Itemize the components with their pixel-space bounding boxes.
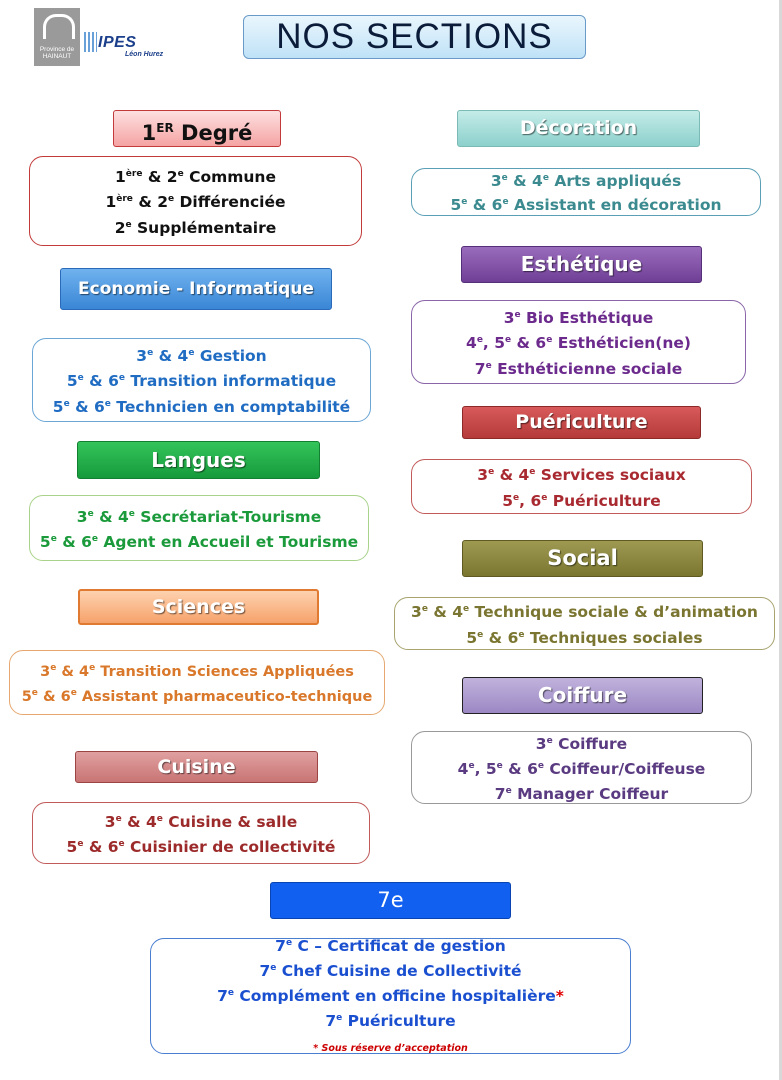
septieme-line-3: 7e Complément en officine hospitalière* [217, 987, 564, 1006]
box-esthetique [411, 300, 746, 384]
degre1-line-1: 1ère & 2e Commune [115, 168, 276, 187]
box-degre1 [29, 156, 362, 246]
septieme-line-1: 7e C – Certificat de gestion [275, 936, 506, 955]
esthetique-line-2: 4e, 5e & 6e Esthéticien(ne) [466, 334, 691, 353]
label-eco: Economie - Informatique [60, 268, 332, 310]
page-title: NOS SECTIONS [243, 15, 586, 59]
degre1-line-3: 2e Supplémentaire [114, 218, 277, 237]
label-septieme: 7e [270, 882, 511, 919]
label-cuisine: Cuisine [75, 751, 318, 783]
coiffure-line-3: 7e Manager Coiffeur [494, 785, 669, 804]
decoration-line-2: 5e & 6e Assistant en décoration [450, 196, 722, 215]
septieme-line-2: 7e Chef Cuisine de Collectivité [259, 962, 522, 980]
label-coiffure: Coiffure [462, 677, 703, 714]
degre1-line-2: 1ère & 2e Différenciée [105, 193, 286, 212]
puericulture-line-2: 5e, 6e Puériculture [502, 491, 661, 510]
box-coiffure [411, 731, 752, 804]
box-cuisine [32, 802, 370, 864]
logo-subtitle: Léon Hurez [125, 51, 164, 58]
label-sciences: Sciences [78, 589, 319, 625]
puericulture-line-1: 3e & 4e Services sociaux [477, 466, 686, 485]
asterisk-mark: * [555, 987, 564, 1006]
esthetique-line-1: 3e Bio Esthétique [503, 309, 654, 328]
box-septieme [150, 938, 631, 1054]
label-degre1: 1ER Degré [113, 110, 281, 147]
box-decoration [411, 168, 761, 216]
box-social [394, 597, 775, 650]
reserve-note: * Sous réserve d’acceptation [313, 1043, 468, 1055]
box-puericulture [411, 459, 752, 514]
eco-line-3: 5e & 6e Technicien en comptabilité [52, 397, 351, 416]
box-langues [29, 495, 369, 561]
province-emblem-icon: Province de HAINAUT [34, 8, 80, 66]
school-logo [34, 8, 174, 66]
langues-line-1: 3e & 4e Secrétariat-Tourisme [76, 508, 322, 526]
cuisine-line-1: 3e & 4e Cuisine & salle [104, 813, 298, 831]
label-esthetique: Esthétique [461, 246, 702, 283]
septieme-line-4: 7e Puériculture [325, 1012, 456, 1031]
esthetique-line-3: 7e Esthéticienne sociale [474, 359, 683, 378]
box-eco [32, 338, 371, 422]
logo-brand: IPES [98, 34, 137, 51]
box-sciences [9, 650, 385, 715]
label-social: Social [462, 540, 703, 577]
social-line-1: 3e & 4e Technique sociale & d’animation [411, 603, 758, 622]
sciences-line-2: 5e & 6e Assistant pharmaceutico-technique [21, 687, 373, 705]
label-puericulture: Puériculture [462, 406, 701, 439]
decoration-line-1: 3e & 4e Arts appliqués [490, 172, 682, 190]
social-line-2: 5e & 6e Techniques sociales [466, 628, 703, 647]
coiffure-line-1: 3e Coiffure [535, 734, 628, 753]
eco-line-2: 5e & 6e Transition informatique [66, 372, 337, 391]
langues-line-2: 5e & 6e Agent en Accueil et Tourisme [39, 533, 359, 552]
eco-line-1: 3e & 4e Gestion [136, 347, 267, 366]
cuisine-line-2: 5e & 6e Cuisinier de collectivité [66, 838, 336, 857]
sciences-line-1: 3e & 4e Transition Sciences Appliquées [40, 662, 354, 680]
logo-bars-icon [84, 32, 97, 52]
label-langues: Langues [77, 441, 320, 479]
coiffure-line-2: 4e, 5e & 6e Coiffeur/Coiffeuse [457, 760, 706, 779]
label-decoration: Décoration [457, 110, 700, 147]
